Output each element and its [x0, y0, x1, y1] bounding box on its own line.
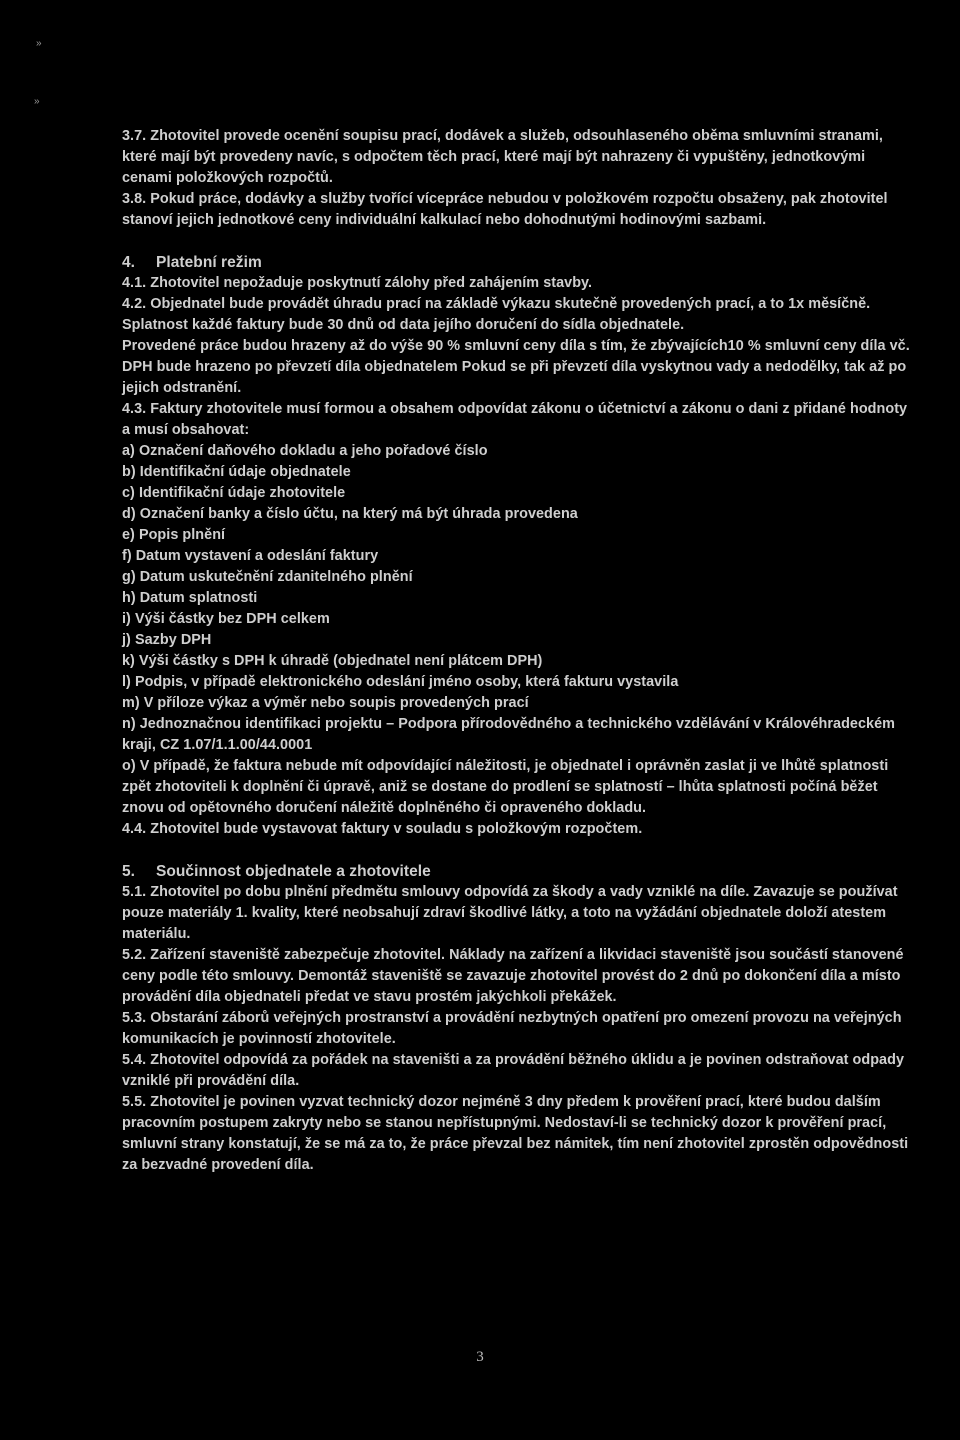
document-body [122, 126, 912, 1176]
list-item-i: i) Výši částky bez DPH celkem [122, 611, 330, 627]
paragraph-4-2: 4.2. Objednatel bude provádět úhradu prací na základě výkazu skutečně provedených prací, a to 1x měsíčně. Splatnost každé faktury bude 30 dnů od data jejího doručení do sídla objednatele. [122, 296, 871, 333]
list-item-a: a) Označení daňového dokladu a jeho pořadové číslo [122, 443, 488, 459]
list-item-d: d) Označení banky a číslo účtu, na který má být úhrada provedena [122, 506, 578, 522]
paragraph-5-5: 5.5. Zhotovitel je povinen vyzvat technický dozor nejméně 3 dny předem k prověření prací, které budou dalším pracovním postupem zakryty nebo se stanou nepřístupnými. Nedostaví-li se technický dozor k prověření prací, smluvní strany konstatují, že se má za to, že práce převzal bez námitek, tím není zhotovitel zprostěn odpovědnosti za bezvadné provedení díla. [122, 1094, 909, 1173]
scan-mark-second: » [34, 96, 40, 107]
paragraph-3-8: 3.8. Pokud práce, dodávky a služby tvořící vícepráce nebudou v položkovém rozpočtu obsaženy, pak zhotovitel stanoví jejich jednotkové ceny individuální kalkulací nebo dohodnutými hodinovými sazbami. [122, 191, 888, 228]
list-item-g: g) Datum uskutečnění zdanitelného plnění [122, 569, 413, 585]
list-item-e: e) Popis plnění [122, 527, 226, 543]
list-item-n: n) Jednoznačnou identifikaci projektu – Podpora přírodovědného a technického vzdělávání v Královéhradeckém kraji, CZ 1.07/1.1.00/44.0001 [122, 716, 895, 753]
list-item-h: h) Datum splatnosti [122, 590, 258, 606]
page-number: 3 [476, 1349, 484, 1365]
paragraph-3-7: 3.7. Zhotovitel provede ocenění soupisu prací, dodávek a služeb, odsouhlaseného oběma smluvními stranami, které mají být provedeny navíc, s odpočtem těch prací, které mají být nahrazeny či vypuštěny, jednotkovými cenami položkových rozpočtů. [122, 128, 883, 186]
paragraph-4-4: 4.4. Zhotovitel bude vystavovat faktury v souladu s položkovým rozpočtem. [122, 821, 643, 837]
paragraph-payment-limit: Provedené práce budou hrazeny až do výše 90 % smluvní ceny díla s tím, že zbývajících10 % smluvní ceny díla vč. DPH bude hrazeno po převzetí díla objednatelem Pokud se při převzetí díla vyskytnou vady a nedodělky, tak až po jejich odstranění. [122, 338, 910, 396]
paragraph-5-3: 5.3. Obstarání záborů veřejných prostranství a provádění nezbytných opatření pro omezení provozu na veřejných komunikacích je povinností zhotovitele. [122, 1010, 902, 1047]
section-heading-5 [122, 861, 912, 882]
list-item-o: o) V případě, že faktura nebude mít odpovídající náležitosti, je objednatel i oprávněn zaslat ji ve lhůtě splatnosti zpět zhotoviteli k doplnění či úpravě, aniž se dostane do prodlení se splatností – lhůta splatnosti počíná běžet znovu od opětovného doručení náležitě doplněného či opraveného dokladu. [122, 758, 889, 816]
list-item-j: j) Sazby DPH [122, 632, 212, 648]
list-item-c: c) Identifikační údaje zhotovitele [122, 485, 346, 501]
paragraph-5-2: 5.2. Zařízení staveniště zabezpečuje zhotovitel. Náklady na zařízení a likvidaci staveniště jsou součástí stanovené ceny podle této smlouvy. Demontáž staveniště se zavazuje zhotovitel provést do 2 dnů po dokončení díla a místo provádění díla objednateli předat ve stavu prostém jakýchkoli překážek. [122, 947, 904, 1005]
section-number: 4. [122, 254, 136, 271]
paragraph-5-4: 5.4. Zhotovitel odpovídá za pořádek na staveništi a za provádění běžného úklidu a je povinen odstraňovat odpady vzniklé při provádění díla. [122, 1052, 904, 1089]
list-item-b: b) Identifikační údaje objednatele [122, 464, 351, 480]
paragraph-5-1: 5.1. Zhotovitel po dobu plnění předmětu smlouvy odpovídá za škody a vady vzniklé na díle. Zavazuje se používat pouze materiály 1. kvality, které neobsahují zdraví škodlivé látky, a toto na vyžádání objednatele doloží atestem materiálu. [122, 884, 898, 942]
paragraph-4-1: 4.1. Zhotovitel nepožaduje poskytnutí zálohy před zahájením stavby. [122, 275, 593, 291]
section-number: 5. [122, 863, 136, 880]
section-heading-4 [122, 252, 912, 273]
section-title: Platební režim [156, 254, 262, 271]
list-item-m: m) V příloze výkaz a výměr nebo soupis provedených prací [122, 695, 529, 711]
list-item-l: l) Podpis, v případě elektronického odeslání jméno osoby, která fakturu vystavila [122, 674, 679, 690]
section-title: Součinnost objednatele a zhotovitele [156, 863, 431, 880]
list-item-f: f) Datum vystavení a odeslání faktury [122, 548, 379, 564]
list-item-k: k) Výši částky s DPH k úhradě (objednatel není plátcem DPH) [122, 653, 543, 669]
paragraph-4-3: 4.3. Faktury zhotovitele musí formou a obsahem odpovídat zákonu o účetnictví a zákonu o dani z přidané hodnoty a musí obsahovat: [122, 401, 908, 438]
scan-mark-top: » [36, 38, 42, 49]
